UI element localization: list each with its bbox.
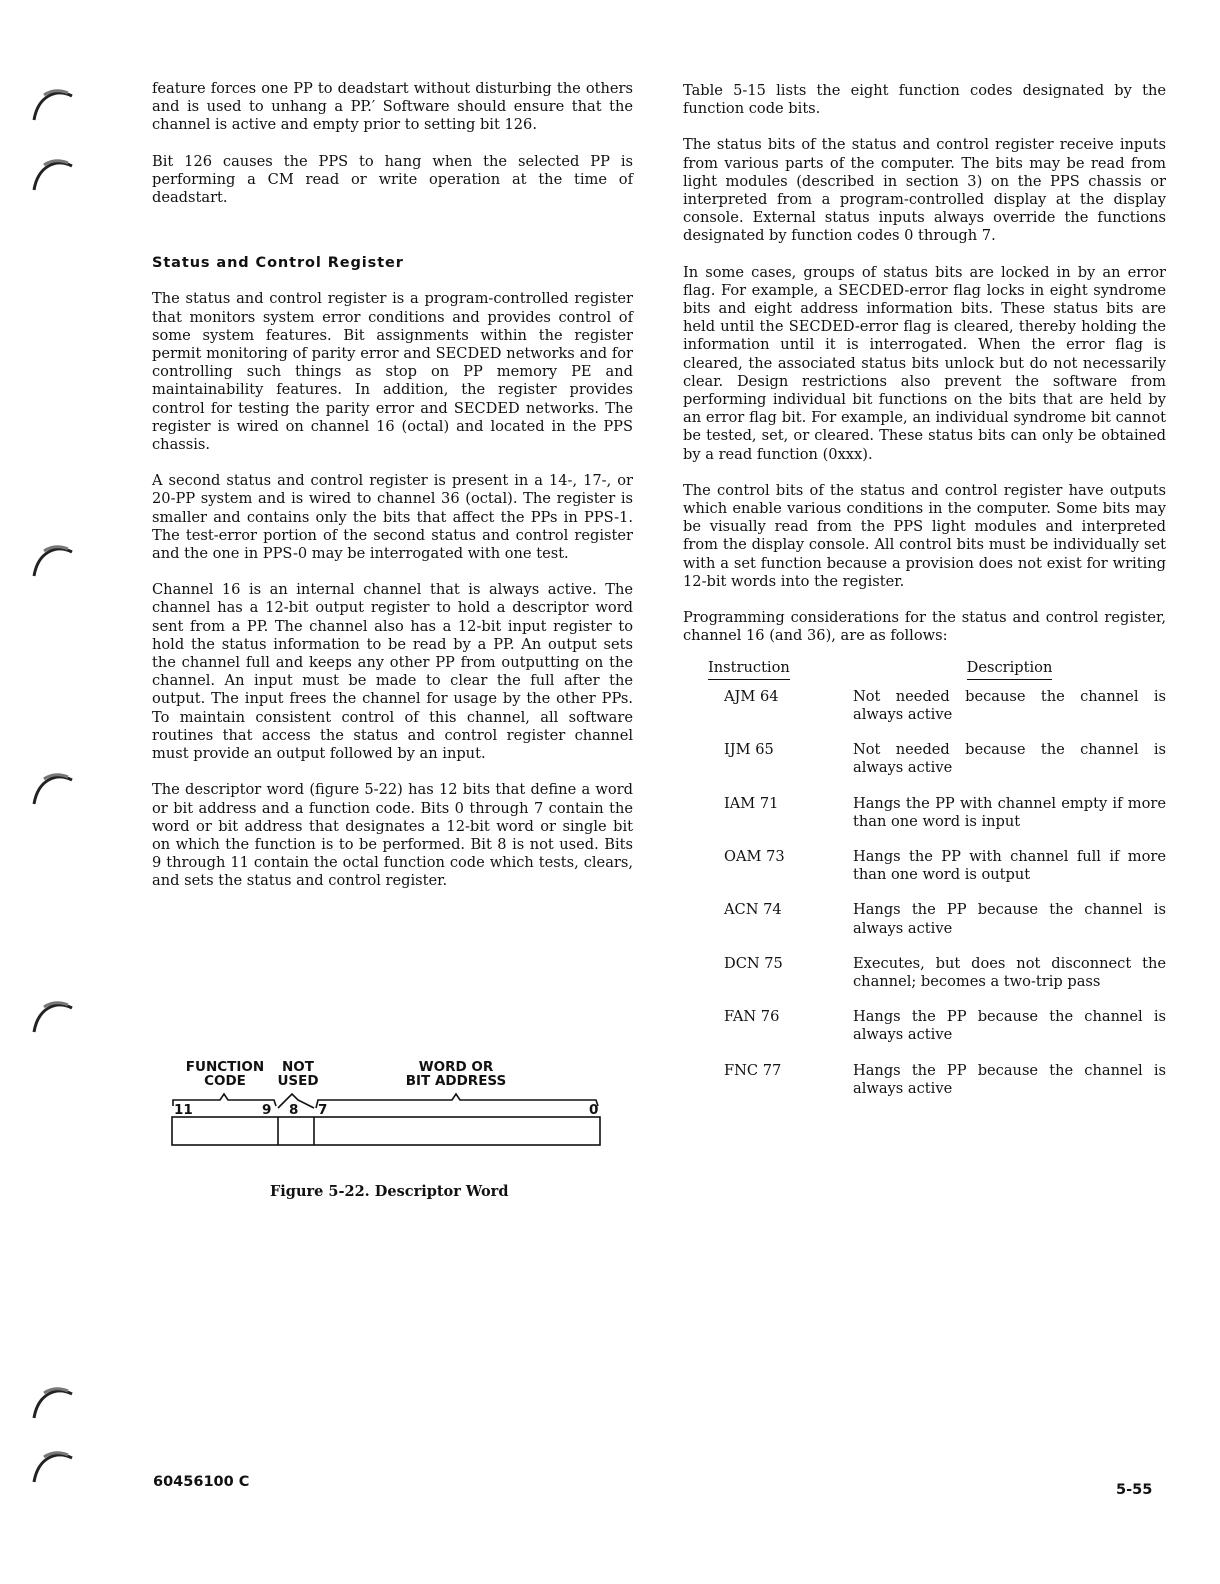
paragraph: The control bits of the status and control register have outputs which enable various conditions in the computer. Some bits may be visually read from the PPS light modules and interpreted from the display console. All control bits must be individually set with a set function because a provision does not exist for writing 12-bit words into the register. <box>683 481 1166 590</box>
document-number: 60456100 C <box>153 1474 250 1490</box>
paragraph: Programming considerations for the status and control register, channel 16 (and 36), are as follows: <box>683 609 1166 645</box>
word-address-bracket <box>316 1094 598 1108</box>
table-row: IAM 71 Hangs the PP with channel empty if more than one word is input <box>724 794 1166 830</box>
table-header: Instruction <box>683 659 853 687</box>
figure-caption: Figure 5-22. Descriptor Word <box>270 1183 509 1200</box>
programming-table <box>683 659 1166 1114</box>
binder-hole-icon <box>28 998 78 1043</box>
paragraph: A second status and control register is present in a 14-, 17-, or 20-PP system and is wired to channel 36 (octal). The register is smaller and contains only the bits that affect the PPs in PPS-1. The test-error portion of the second status and control register and the one in PPS-0 may be interrogated with one test. <box>152 472 633 563</box>
table-row: ACN 74 Hangs the PP because the channel is always active <box>724 901 1166 937</box>
not-used-label: NOT USED <box>277 1059 319 1089</box>
paragraph: Channel 16 is an internal channel that is always active. The channel has a 12-bit output register to hold a descriptor word sent from a PP. The channel also has a 12-bit input register to hold the status information to be read by a PP. An output sets the channel full and keeps any other PP from outputting on the channel. An input must be made to clear the full after the output. The input frees the channel for usage by the other PPs. To maintain consistent control of this channel, all software routines that access the status and control register channel must provide an output followed by an input. <box>152 581 633 763</box>
paragraph: Table 5-15 lists the eight function codes designated by the function code bits. <box>683 82 1166 118</box>
left-column <box>152 80 633 909</box>
binder-hole-icon <box>28 1448 78 1493</box>
descriptor-word-diagram <box>166 1056 606 1154</box>
paragraph: Bit 126 causes the PPS to hang when the selected PP is performing a CM read or write operation at the time of deadstart. <box>152 152 633 207</box>
binder-hole-icon <box>28 156 78 201</box>
table-row: AJM 64 Not needed because the channel is always active <box>724 687 1166 723</box>
paragraph: The status bits of the status and control register receive inputs from various parts of the computer. The bits may be read from light modules (described in section 3) on the PPS chassis or interpreted from a program-controlled display at the display console. External status inputs always override the functions designated by function codes 0 through 7. <box>683 136 1166 245</box>
binder-hole-icon <box>28 542 78 587</box>
bit-label: 7 <box>318 1102 328 1118</box>
table-row: FNC 77 Hangs the PP because the channel is always active <box>724 1061 1166 1097</box>
page-number: 5-55 <box>1116 1482 1153 1498</box>
table-row: FAN 76 Hangs the PP because the channel is always active <box>724 1008 1166 1044</box>
paragraph: feature forces one PP to deadstart without disturbing the others and is used to unhang a PP.′ Software should ensure that the channel is active and empty prior to setting bit 126. <box>152 80 633 134</box>
descriptor-word-figure <box>166 1056 606 1154</box>
paragraph: The status and control register is a program-controlled register that monitors system error conditions and provides control of some system features. Bit assignments within the register permit monitoring of parity error and SECDED networks and for controlling such things as stop on PP memory PE and maintainability features. In addition, the register provides control for testing the parity error and SECDED networks. The register is wired on channel 16 (octal) and located in the PPS chassis. <box>152 290 633 454</box>
table-row: OAM 73 Hangs the PP with channel full if more than one word is output <box>724 847 1166 884</box>
paragraph: In some cases, groups of status bits are locked in by an error flag. For example, a SECDED-error flag locks in eight syndrome bits and eight address information bits. These status bits are held until the SECDED-error flag is cleared, thereby holding the information until it is interrogated. When the error flag is cleared, the associated status bits unlock but do not necessarily clear. Design restrictions also prevent the software from performing individual bit functions on the bits that are held by an error flag bit. For example, an individual syndrome bit cannot be tested, set, or cleared. These status bits can only be obtained by a read function (0xxx). <box>683 263 1166 463</box>
bit-label: 9 <box>262 1102 272 1118</box>
right-column <box>683 82 1166 1115</box>
bit-label: 11 <box>174 1102 193 1118</box>
bit-label: 8 <box>289 1102 299 1118</box>
paragraph: The descriptor word (figure 5-22) has 12 bits that define a word or bit address and a function code. Bits 0 through 7 contain the word or bit address that designates a 12-bit word or single bit on which the function is to be performed. Bit 8 is not used. Bits 9 through 11 contain the octal function code which tests, clears, and sets the status and control register. <box>152 781 633 890</box>
bit-label: 0 <box>589 1102 599 1118</box>
binder-hole-icon <box>28 770 78 815</box>
binder-hole-icon <box>28 1384 78 1429</box>
function-code-label: FUNCTION CODE <box>185 1059 265 1089</box>
binder-hole-icon <box>28 86 78 131</box>
table-row: IJM 65 Not needed because the channel is always active <box>724 741 1166 777</box>
table-row: DCN 75 Executes, but does not disconnect the channel; becomes a two-trip pass <box>724 954 1166 990</box>
section-heading: Status and Control Register <box>152 255 404 272</box>
word-or-bit-address-label: WORD OR BIT ADDRESS <box>405 1059 507 1089</box>
register-box <box>172 1117 600 1145</box>
table-header: Description <box>853 659 1166 687</box>
